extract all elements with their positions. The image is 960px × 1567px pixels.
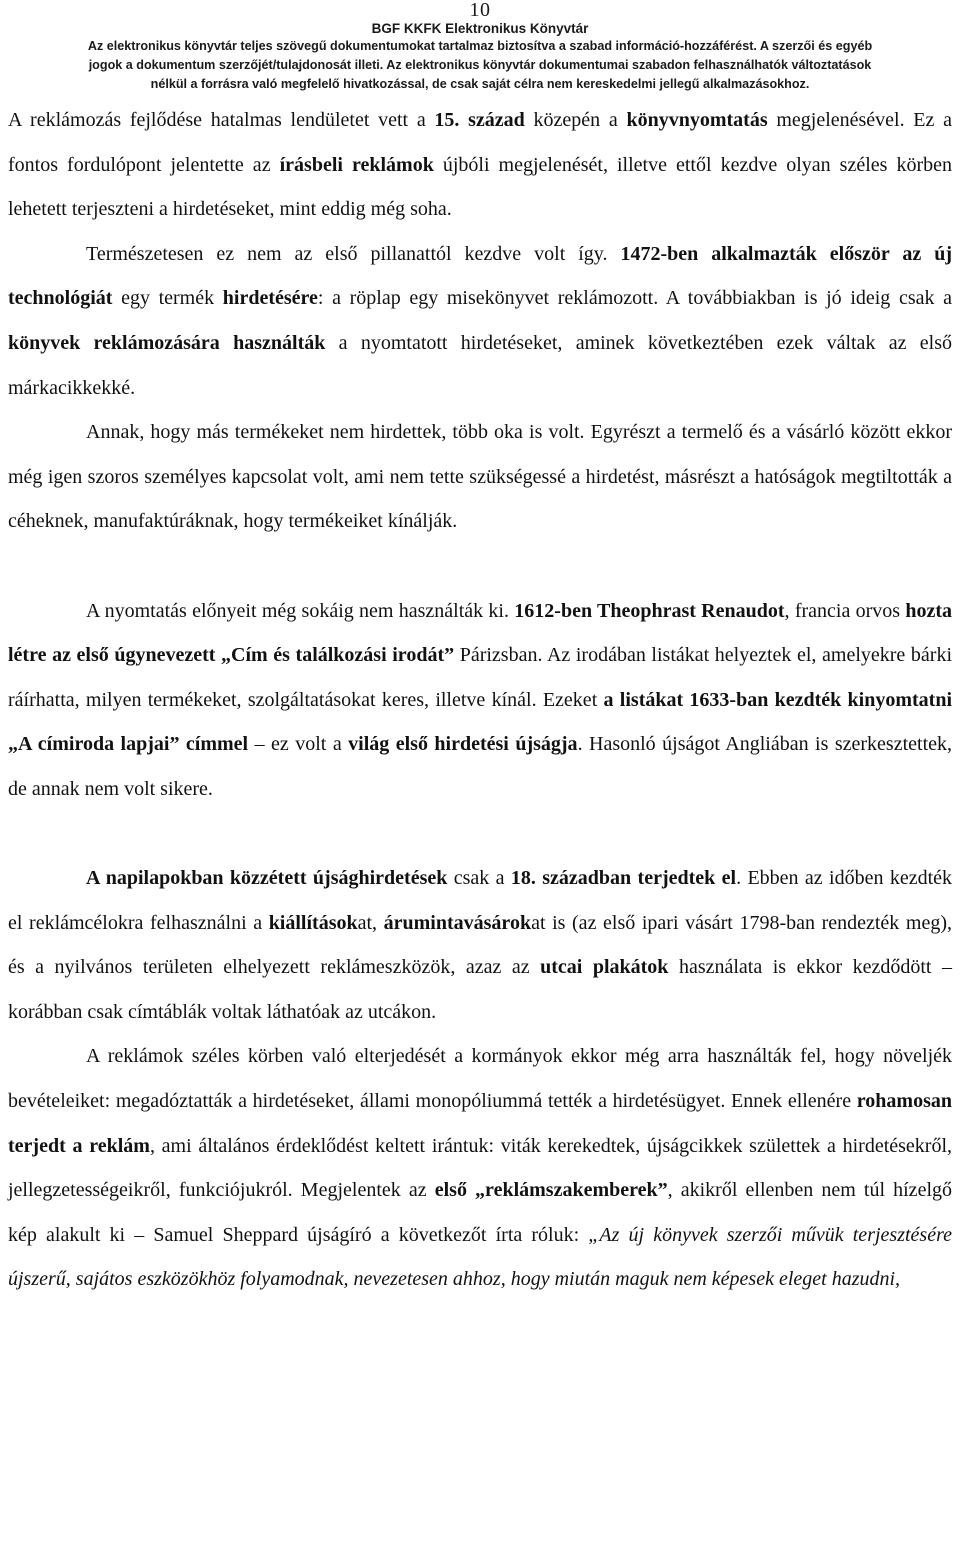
text-run: újbóli megjelenését, illetve ettől kezdve olyan széles körben lehetett terjeszteni a hirdetéseket, mint eddig még soha. [8, 153, 953, 221]
text-run: közepén a [524, 109, 627, 131]
bold-run: árumintavásárok [383, 911, 532, 934]
text-run: . Ebben az időben kezdték el reklámcélokra felhasználni a [8, 867, 953, 934]
text-run: megjelenésével. Ez a fontos fordulópont jelentette az [8, 109, 952, 176]
text-run: használata is ekkor kezdődött – korábban csak címtáblák voltak láthatóak az utcákon. [8, 956, 952, 1023]
bold-run: első „reklámszakemberek” [434, 1179, 668, 1202]
bold-run: hirdetésére [222, 287, 318, 310]
bold-run: 1612-ben Theophrast Renaudot [514, 599, 785, 622]
bold-run: rohamosan terjedt a reklám [8, 1090, 952, 1157]
text-run: : a röplap egy misekönyvet reklámozott. A továbbiakban is jó ideig csak a [317, 287, 952, 310]
bold-run: hozta létre az első úgynevezett „Cím és találkozási irodát” [8, 599, 953, 667]
italic-run: „Az új könyvek szerzői művük terjesztésére újszerű, sajátos eszközökhöz folyamodnak, nevezetesen ahhoz, hogy miután maguk nem képesek eleget hazudni, [8, 1223, 952, 1291]
text-run: A nyomtatás előnyeit még sokáig nem használták ki. [86, 599, 515, 622]
library-title: BGF KKFK Elektronikus Könyvtár [371, 21, 589, 36]
page-header [8, 0, 952, 94]
text-run: at is (az első ipari vásárt 1798-ban rendezték meg), és a nyilvános területen elhelyezett reklámeszközök, azaz az [8, 911, 952, 979]
paragraph [8, 232, 952, 410]
paragraph [8, 856, 952, 1034]
bold-run: 18. században terjedtek el [510, 867, 737, 890]
text-run: , akikről ellenben nem túl hízelgő kép alakult ki – Samuel Sheppard újságíró a következőt írta róluk: [8, 1179, 952, 1246]
paragraph [8, 410, 952, 544]
bold-run: A napilapokban közzétett újsághirdetések [86, 867, 448, 890]
text-run: – ez volt a [248, 733, 349, 756]
text-run: , francia orvos [784, 599, 906, 622]
text-run: egy termék [112, 287, 223, 310]
bold-run: 1472-ben alkalmazták először az új technológiát [8, 242, 953, 310]
copyright-notice-line-3: nélkül a forrásra való megfelelő hivatkozással, de csak saját célra nem kereskedelmi jellegű alkalmazásokhoz. [150, 77, 810, 91]
bold-run: kiállítások [268, 911, 358, 934]
document-body [8, 98, 952, 1302]
text-run: Annak, hogy más termékeket nem hirdettek, több oka is volt. Egyrészt a termelő és a vásárló között ekkor még igen szoros személyes kapcsolat volt, ami nem tette szükségessé a hirdetést, másrészt a hatóságok megtiltották a céheknek, manufaktúráknak, hogy termékeiket kínálják. [8, 421, 952, 533]
bold-run: a listákat 1633-ban kezdték kinyomtatni „A címiroda lapjai” címmel [8, 688, 953, 756]
text-run: A reklámok széles körben való elterjedését a kormányok ekkor még arra használták fel, hogy növeljék bevételeiket: megadóztatták a hirdetéseket, állami monopóliummá tették a hirdetésügyet. Ennek ellenére [8, 1045, 952, 1113]
text-run: Természetesen ez nem az első pillanattól kezdve volt így. [86, 242, 621, 265]
bold-run: könyvnyomtatás [626, 109, 768, 131]
text-run: a nyomtatott hirdetéseket, aminek következtében ezek váltak az első márkacikkekké. [8, 331, 952, 399]
text-run: A reklámozás fejlődése hatalmas lendületet vett a [8, 109, 435, 131]
bold-run: könyvek reklámozására használták [8, 331, 326, 354]
text-run: , ami általános érdeklődést keltett irántuk: viták kerekedtek, újságcikkek születtek a hirdetésekről, jellegzetességeikről, funkciójukról. Megjelentek az [8, 1134, 953, 1202]
paragraph [8, 1034, 952, 1302]
page-number: 10 [469, 0, 491, 21]
bold-run: írásbeli reklámok [279, 153, 434, 176]
text-run: at, [357, 911, 384, 934]
text-run: csak a [447, 867, 511, 890]
bold-run: világ első hirdetési újságja [348, 733, 578, 756]
bold-run: 15. század [434, 109, 525, 131]
copyright-notice-line-2: jogok a dokumentum szerzőjét/tulajdonosát illeti. Az elektronikus könyvtár dokumentumai szabadon felhasználhatók változtatások [88, 58, 872, 72]
copyright-notice-line-1: Az elektronikus könyvtár teljes szövegű dokumentumokat tartalmaz biztosítva a szabad információ-hozzáférést. A szerzői és egyéb [87, 39, 873, 53]
bold-run: utcai plakátok [540, 956, 669, 979]
paragraph [8, 98, 952, 232]
paragraph [8, 589, 952, 812]
text-run: Párizsban. Az irodában listákat helyeztek el, amelyekre bárki ráírhatta, milyen termékeket, szolgáltatásokat keres, illetve kínál. Ezeket [8, 644, 952, 711]
text-run: . Hasonló újságot Angliában is szerkesztettek, de annak nem volt sikere. [8, 733, 953, 800]
